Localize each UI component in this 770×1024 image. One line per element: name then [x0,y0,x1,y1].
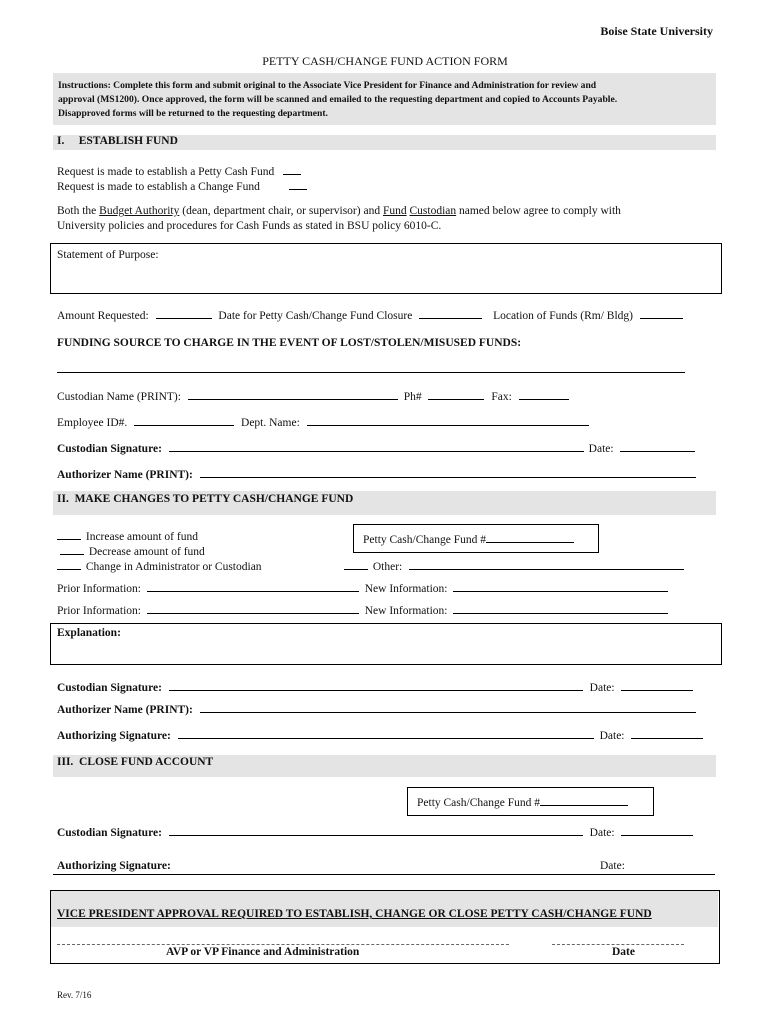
increase-label: Increase amount of fund [85,531,198,543]
other-row [344,558,684,573]
prior-info-label-1: Prior Information: [57,583,141,595]
budget-authority: Budget Authority [99,205,180,217]
custodian-signature-row-1 [57,440,695,455]
custodian-date-field-3[interactable] [621,824,693,836]
authorizing-date-label-2: Date: [599,730,625,742]
authorizer-name-field-2[interactable] [200,701,696,713]
location-field[interactable] [640,307,683,319]
amount-label: Amount Requested: [57,310,149,322]
agreement-line-2: University policies and procedures for Cash Funds as stated in BSU policy 6010-C. [57,220,442,232]
custodian-date-field[interactable] [620,440,695,452]
custodian-word: Custodian [409,205,457,217]
authorizer-name-row-1 [57,466,696,481]
form-title: PETTY CASH/CHANGE FUND ACTION FORM [262,54,508,68]
funding-source-field[interactable] [57,362,685,373]
custodian-signature-field-3[interactable] [169,824,583,836]
new-info-field-2[interactable] [453,602,668,614]
custodian-date-field-2[interactable] [621,679,693,691]
avp-signature-field[interactable] [57,936,509,945]
agreement-line-1 [57,205,621,217]
custodian-signature-field[interactable] [169,440,584,452]
custodian-name-row [57,388,569,403]
agreement-pre: Both the [57,205,100,217]
authorizing-signature-row-2 [57,727,703,742]
other-field[interactable] [409,558,684,570]
prior-info-label-2: Prior Information: [57,605,141,617]
petty-cash-request-label: Request is made to establish a Petty Cash Fund [57,166,275,178]
custodian-name-field[interactable] [188,388,398,400]
instructions-line-3: Disapproved forms will be returned to the requesting department. [58,108,328,119]
location-label: Location of Funds (Rm/ Bldg) [493,310,633,322]
explanation-label: Explanation: [57,627,121,639]
change-admin-checkbox-line[interactable] [57,558,81,570]
avp-signature-row [57,936,684,948]
new-info-label-2: New Information: [364,605,448,617]
custodian-date-label-2: Date: [589,682,615,694]
authorizing-date-field-2[interactable] [631,727,703,739]
increase-row [57,528,198,543]
decrease-label: Decrease amount of fund [88,546,205,558]
fund-number-label-3: Petty Cash/Change Fund # [417,797,540,809]
statement-of-purpose-label: Statement of Purpose: [57,249,159,261]
petty-cash-request-row [57,163,301,178]
section-1-heading: I. ESTABLISH FUND [57,135,178,147]
agreement-mid: (dean, department chair, or supervisor) and [179,205,383,217]
section-2-heading: II. MAKE CHANGES TO PETTY CASH/CHANGE FUND [57,493,354,505]
fax-field[interactable] [519,388,569,400]
custodian-signature-row-2 [57,679,693,694]
fund-word: Fund [382,205,407,217]
instructions-line-1: Instructions: Complete this form and submit original to the Associate Vice President for Finance and Administration for review and [58,80,597,91]
authorizing-signature-field-3[interactable] [53,874,715,875]
other-label: Other: [372,561,403,573]
fund-number-row-3 [417,794,628,809]
fund-number-row-2 [363,531,574,546]
change-admin-label: Change in Administrator or Custodian [85,561,262,573]
increase-checkbox-line[interactable] [57,528,81,540]
decrease-checkbox-line[interactable] [60,543,84,555]
prior-info-field-2[interactable] [147,602,359,614]
custodian-date-label: Date: [588,443,614,455]
petty-cash-checkbox-line[interactable] [283,163,301,175]
decrease-row [60,543,205,558]
custodian-date-label-3: Date: [589,827,615,839]
fax-label: Fax: [491,391,512,403]
custodian-signature-label-3: Custodian Signature: [57,827,162,839]
authorizing-signature-label-2: Authorizing Signature: [57,730,171,742]
employee-id-field[interactable] [134,414,234,426]
vp-approval-heading: VICE PRESIDENT APPROVAL REQUIRED TO ESTABLISH, CHANGE OR CLOSE PETTY CASH/CHANGE FUND [57,908,652,920]
change-fund-request-label: Request is made to establish a Change Fund [57,181,260,193]
new-info-label-1: New Information: [364,583,448,595]
authorizer-name-label-2: Authorizer Name (PRINT): [57,704,193,716]
custodian-name-label: Custodian Name (PRINT): [57,391,181,403]
authorizing-signature-field-2[interactable] [178,727,594,739]
employee-id-label: Employee ID#. [57,417,128,429]
amount-row [57,307,683,322]
instructions-text [58,79,617,121]
instructions-line-2: approval (MS1200). Once approved, the form will be scanned and emailed to the requesting department and copied to Accounts Payable. [58,94,618,105]
authorizer-name-field[interactable] [200,466,696,478]
authorizer-name-label: Authorizer Name (PRINT): [57,469,193,481]
funding-source-label: FUNDING SOURCE TO CHARGE IN THE EVENT OF LOST/STOLEN/MISUSED FUNDS: [57,337,522,349]
custodian-signature-field-2[interactable] [169,679,583,691]
custodian-signature-label: Custodian Signature: [57,443,162,455]
change-fund-request-row [57,178,307,193]
change-fund-checkbox-line[interactable] [289,178,307,190]
dept-name-label: Dept. Name: [241,417,300,429]
fund-number-label-2: Petty Cash/Change Fund # [363,534,486,546]
avp-date-label: Date [612,946,635,958]
section-3-heading: III. CLOSE FUND ACCOUNT [57,756,214,768]
avp-label: AVP or VP Finance and Administration [166,946,360,958]
authorizing-date-label-3: Date: [600,860,625,872]
phone-field[interactable] [428,388,484,400]
prior-info-field-1[interactable] [147,580,359,592]
employee-row [57,414,589,429]
avp-date-field[interactable] [552,936,684,945]
change-admin-row [57,558,262,573]
closure-date-field[interactable] [419,307,482,319]
explanation-field[interactable] [50,623,722,665]
prior-info-row-1 [57,580,668,595]
agreement-post: named below agree to comply with [456,205,621,217]
authorizing-signature-label-3: Authorizing Signature: [57,860,171,872]
closure-date-label: Date for Petty Cash/Change Fund Closure [218,310,413,322]
revision-label: Rev. 7/16 [57,990,92,1000]
custodian-signature-label-2: Custodian Signature: [57,682,162,694]
fund-number-field-3[interactable] [540,794,628,806]
phone-label: Ph# [403,391,422,403]
authorizer-name-row-2 [57,701,696,716]
dept-name-field[interactable] [307,414,589,426]
prior-info-row-2 [57,602,668,617]
amount-field[interactable] [156,307,212,319]
custodian-signature-row-3 [57,824,693,839]
new-info-field-1[interactable] [453,580,668,592]
fund-number-field-2[interactable] [486,531,574,543]
other-checkbox-line[interactable] [344,558,368,570]
university-name: Boise State University [600,24,713,38]
